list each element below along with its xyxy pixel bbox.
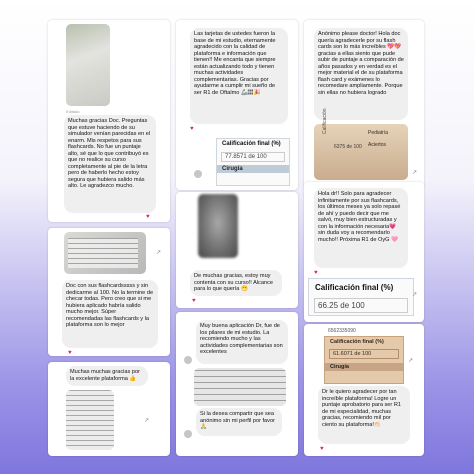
grades-table-photo — [64, 232, 146, 274]
testimonial-card-7 — [304, 20, 424, 188]
grade-header: Calificación final (%) — [330, 339, 384, 345]
testimonial-card-3 — [48, 362, 170, 456]
testimonial-card-8 — [304, 182, 424, 322]
grades-table-photo — [194, 368, 286, 406]
heart-reaction-icon: ♥ — [314, 270, 318, 276]
edited-caption: Editado — [66, 109, 80, 114]
reply-icon[interactable]: ↗ — [412, 170, 418, 176]
reply-icon[interactable]: ↗ — [156, 250, 162, 256]
grade-card-image — [308, 278, 414, 316]
grade-value: 6375 de 100 — [334, 144, 362, 150]
message-bubble: Muchas gracias Doc. Preguntas que estuve haciendo de su simulador venían parecidas en el enarm. Mis respetos para sus flashcards. No fue un puntaje alto, sé que lo que contribuyó es que no realice su curso completamente al pie de la letra pero de haberlo hecho estoy segura que hubiera salido más alto. Le agradezco mucho. — [64, 115, 156, 213]
heart-reaction-icon: ♥ — [68, 350, 72, 356]
reply-icon[interactable]: ↗ — [408, 358, 414, 364]
reply-icon[interactable]: ↗ — [144, 418, 150, 424]
message-bubble: Anónimo please doctor! Hola doc quería agradecerle por su flash cards son lo más increíbles 💖💖 gracias a ellas siento que pude subir de puntaje a comparación de años pasados y en verdad es el mejor material el de su plataforma flash card y exámenes lo recomedare ampliamente. Porque sin ellas no hubiera logrado — [314, 28, 408, 120]
grade-card-image — [216, 138, 290, 186]
reply-icon[interactable]: ↗ — [412, 292, 418, 298]
message-bubble: Dr le quiero agradecer por tan increíble plataforma! Logre un puntaje aprobatorio para ser R1 de mi especialidad, muchas gracias, recomiendo mil por ciento su plataforma!👏🏻 — [318, 386, 410, 444]
blurred-photo — [198, 194, 238, 258]
grade-header-left: Pediatría — [368, 130, 389, 136]
screenshot-photo — [66, 24, 110, 106]
phone-number: 6562335090 — [328, 328, 356, 334]
testimonial-card-5 — [176, 192, 298, 308]
heart-reaction-icon: ♥ — [190, 126, 194, 132]
testimonial-card-1 — [48, 20, 170, 222]
avatar — [194, 170, 202, 178]
grade-card-image — [324, 336, 404, 384]
message-bubble: De muchas gracias, estoy muy contenta con su curso!! Alcance para lo que quería 😁 — [190, 270, 282, 296]
testimonial-card-6 — [176, 312, 298, 456]
message-bubble: Doc con sus flashcardsssss y sin dedicarme al 100. No la termine de checar todas. Pero creo que si me hubiera aplicado habría salido mucho mejor. Súper recomendadas las flashcards y la plataforma son lo mejor — [62, 280, 158, 348]
grade-side-label: Calificación — [322, 108, 328, 134]
grades-table-photo — [66, 390, 114, 450]
heart-reaction-icon: ♥ — [320, 446, 324, 452]
grade-value: 61.6071 de 100 — [329, 349, 399, 359]
testimonial-card-9 — [304, 324, 424, 456]
grade-footer: Cirugía — [217, 165, 289, 173]
message-bubble: Muy buena aplicación Dr, fue de los pilares de mi estudio. La recomiendo mucho y las actividades complementarias son excelentes — [196, 320, 288, 364]
grade-value: 66.25 de 100 — [314, 298, 408, 313]
grade-value: 77.8571 de 100 — [221, 152, 285, 162]
avatar — [184, 356, 192, 364]
testimonial-card-2 — [48, 228, 170, 356]
message-bubble: Si la desea compartir que sea anónimo sin mi perfil por favor 🙏 — [196, 408, 282, 436]
grade-footer: Cirugía — [325, 363, 403, 371]
grade-header: Calificación final (%) — [315, 283, 394, 292]
message-bubble: Las tarjetas de ustedes fueron la base de mi estudio, eternamente agradecido con la calidad de plataforma e información que tienen!! Me encanta que siempre están actualizando todo y tienen muchas actividades complementarias. Gracias por ayudarme a cumplir mi sueño de ser R1 de Oftalmo 🦾🏽🎉 — [190, 28, 288, 124]
message-bubble: Hola dr!! Solo para agradecer infinitamente por sus flashcards, los últimos meses ya solo repasé de ahí y puedo decir que me salvó, muy bien estructuradas y con la información necesaria💗 sin duda voy a recomendarlo mucho!! Próxima R1 de OyG 🩷 — [314, 188, 408, 268]
avatar — [184, 430, 192, 438]
grade-header-right: Aciertos — [368, 142, 387, 148]
grade-header: Calificación final (%) — [222, 141, 281, 147]
testimonial-card-4 — [176, 20, 298, 190]
grades-table-photo — [314, 108, 408, 180]
message-bubble: Muchas muchas gracias por la excelente plataforma 👍 — [66, 366, 148, 386]
heart-reaction-icon: ♥ — [192, 298, 196, 304]
heart-reaction-icon: ♥ — [146, 214, 150, 220]
